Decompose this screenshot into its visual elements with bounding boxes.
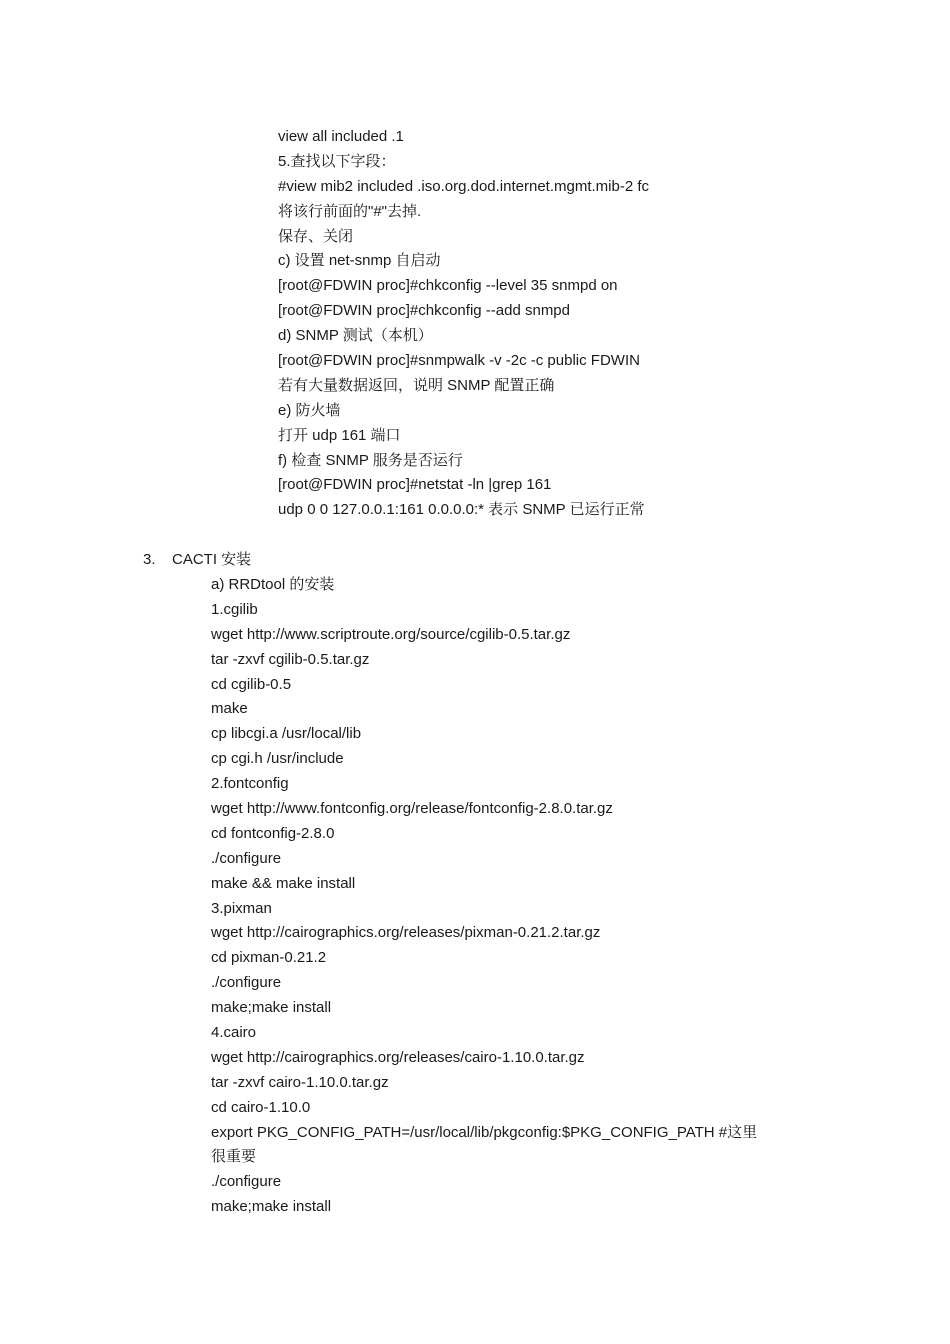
text-line: cd pixman-0.21.2 (211, 949, 327, 967)
text-line: #view mib2 included .iso.org.dod.internet.mgmt.mib-2 fc (278, 177, 650, 195)
text-line: 将该行前面的"#"去掉. (278, 202, 422, 220)
text-line: a) RRDtool 的安装 (211, 576, 335, 593)
section-title: CACTI 安装 (172, 551, 252, 568)
text-line: udp 0 0 127.0.0.1:161 0.0.0.0:* 表示 SNMP 已运行正常 (278, 501, 645, 519)
snmp-config-steps (278, 125, 898, 523)
text-line: [root@FDWIN proc]#netstat -ln |grep 161 (278, 476, 552, 494)
text-line: ./configure (211, 849, 282, 867)
text-line: f) 检查 SNMP 服务是否运行 (278, 451, 463, 469)
text-line: 3.pixman (211, 899, 272, 917)
text-line: view all included .1 (278, 128, 404, 145)
text-line: [root@FDWIN proc]#chkconfig --add snmpd (278, 302, 570, 320)
text-line: make;make install (211, 999, 332, 1017)
text-line: cp libcgi.a /usr/local/lib (211, 725, 362, 743)
text-line: c) 设置 net-snmp 自启动 (278, 252, 441, 270)
text-line: tar -zxvf cairo-1.10.0.tar.gz (211, 1073, 389, 1091)
text-line: make (211, 700, 248, 718)
text-line: 若有大量数据返回，说明 SNMP 配置正确 (278, 376, 555, 394)
text-line: 1.cgilib (211, 600, 258, 618)
text-line: [root@FDWIN proc]#chkconfig --level 35 snmpd on (278, 277, 618, 295)
text-line: d) SNMP 测试（本机） (278, 327, 433, 345)
text-line: 很重要 (211, 1148, 257, 1166)
text-line: make;make install (211, 1198, 332, 1216)
text-line: wget http://www.fontconfig.org/release/fontconfig-2.8.0.tar.gz (211, 800, 613, 818)
section-number: 3. (143, 551, 156, 568)
section-heading (143, 548, 251, 573)
text-line: 5.查找以下字段： (278, 152, 396, 170)
text-line: ./configure (211, 974, 282, 992)
text-line: wget http://cairographics.org/releases/cairo-1.10.0.tar.gz (211, 1048, 585, 1066)
text-line: cp cgi.h /usr/include (211, 750, 344, 768)
text-line: [root@FDWIN proc]#snmpwalk -v -2c -c public FDWIN (278, 352, 640, 370)
text-line: cd fontconfig-2.8.0 (211, 824, 335, 842)
text-line: e) 防火墙 (278, 401, 341, 419)
text-line: export PKG_CONFIG_PATH=/usr/local/lib/pkgconfig:$PKG_CONFIG_PATH #这里 (211, 1123, 758, 1141)
text-line: tar -zxvf cgilib-0.5.tar.gz (211, 650, 370, 668)
cacti-install-steps (211, 573, 831, 1220)
text-line: wget http://www.scriptroute.org/source/cgilib-0.5.tar.gz (211, 625, 571, 643)
text-line: ./configure (211, 1173, 282, 1191)
text-line: 打开 udp 161 端口 (278, 426, 401, 444)
text-line: wget http://cairographics.org/releases/pixman-0.21.2.tar.gz (211, 924, 601, 942)
text-line: 保存、关闭 (278, 227, 354, 245)
text-line: 2.fontconfig (211, 775, 289, 793)
text-line: cd cgilib-0.5 (211, 675, 292, 693)
text-line: cd cairo-1.10.0 (211, 1098, 311, 1116)
text-line: 4.cairo (211, 1024, 257, 1042)
text-line: make && make install (211, 874, 356, 892)
